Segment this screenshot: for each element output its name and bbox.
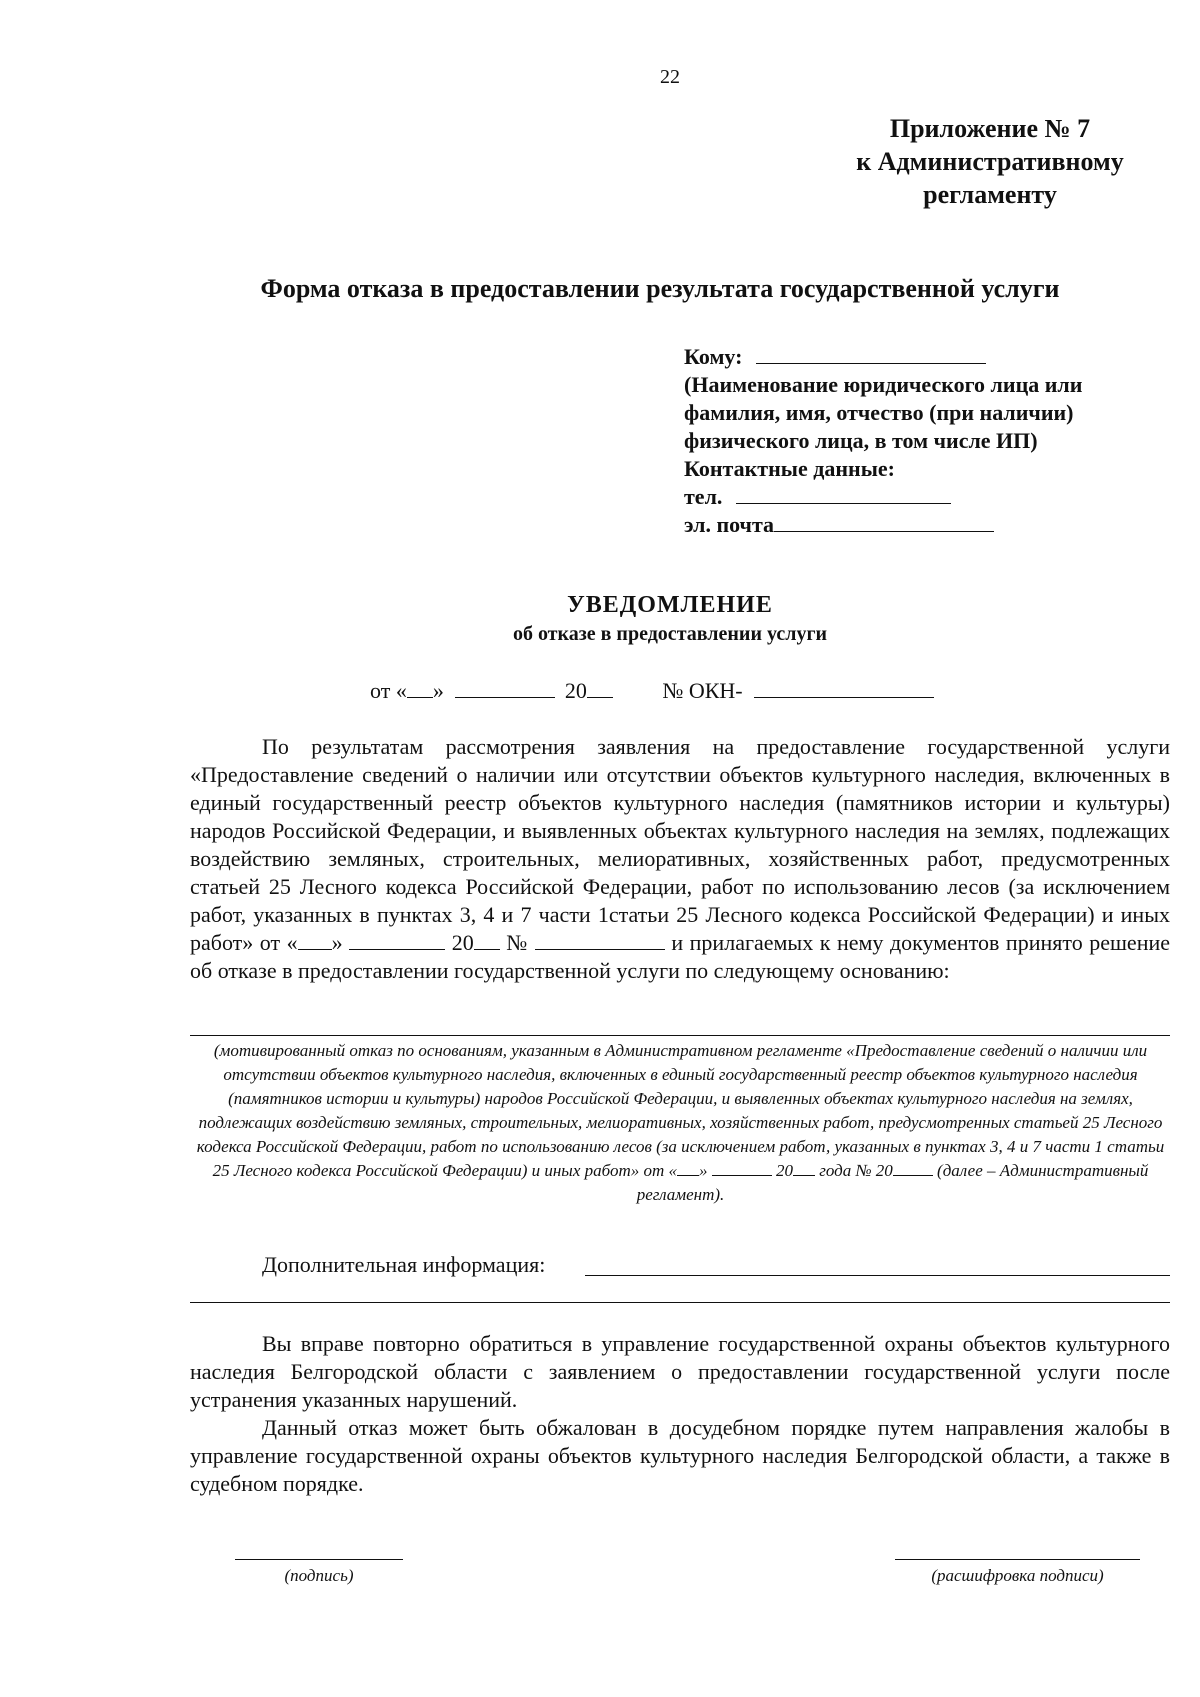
main-year-blank[interactable] (474, 931, 500, 950)
notice-subtitle: об отказе в предоставлении услуги (512, 623, 828, 645)
date-from-label: от « (370, 678, 407, 703)
note-month-blank (712, 1161, 772, 1176)
reason-input-line[interactable] (190, 1035, 1170, 1036)
reapply-paragraph (190, 1330, 1170, 1414)
email-label: эл. почта (684, 512, 775, 537)
reapply-text: Вы вправе повторно обратиться в управление государственной охраны объектов культурного наследия Белгородской области с заявлением о предоставлении государственной услуги после устранения указанных нарушений. (190, 1331, 1170, 1412)
main-month-blank[interactable] (349, 931, 445, 950)
additional-info-label: Дополнительная информация: (262, 1252, 546, 1277)
appeal-text: Данный отказ может быть обжалован в досудебном порядке путем направления жалобы в управление государственной охраны объектов культурного наследия Белгородской области, а также в судебном порядке. (190, 1415, 1170, 1496)
main-paragraph (190, 733, 1170, 985)
note-year-label: 20 (776, 1161, 793, 1180)
additional-info-row (262, 1252, 545, 1278)
main-quote-close: » (331, 930, 343, 955)
date-quote-close: » (432, 678, 444, 703)
note-ending: (далее – Административный регламент). (636, 1161, 1149, 1204)
notice-title: УВЕДОМЛЕНИЕ (567, 592, 773, 618)
recipient-block (684, 343, 1184, 539)
date-day-blank[interactable] (407, 679, 433, 698)
phone-blank[interactable] (736, 485, 951, 504)
note-quote-close: » (699, 1161, 708, 1180)
number-label: № ОКН- (662, 678, 743, 703)
appendix-header (800, 112, 1180, 211)
date-year-label: 20 (564, 678, 587, 703)
note-number-label: года № 20 (819, 1161, 893, 1180)
number-blank[interactable] (754, 679, 934, 698)
signature-caption: (подпись) (284, 1566, 354, 1585)
appendix-line-3: регламенту (923, 180, 1057, 209)
phone-label: тел. (684, 484, 723, 509)
phone-row (684, 483, 1184, 511)
recipient-to-label: Кому: (684, 344, 743, 369)
signature-line[interactable] (235, 1559, 403, 1560)
note-day-blank (677, 1161, 699, 1176)
recipient-desc-line-3: физического лица, в том числе ИП) (684, 428, 1038, 453)
appendix-line-1: Приложение № 7 (889, 114, 1091, 143)
main-paragraph-text: По результатам рассмотрения заявления на предоставление государственной услуги «Предоставление сведений о наличии или отсутствии объектов культурного наследия, включенных в единый государственный реестр объектов культурного наследия (памятников истории и культуры) народов Российской Федерации, и выявленных объектах культурного наследия на землях, подлежащих воздействию земляных, строительных, мелиоративных, хозяйственных работ, предусмотренных статьей 25 Лесного кодекса Российской Федерации, работ по использованию лесов (за исключением работ, указанных в пунктах 3, 4 и 7 части 1статьи 25 Лесного кодекса Российской Федерации) и иных работ» от « (190, 734, 1170, 955)
recipient-desc-line-2: фамилия, имя, отчество (при наличии) (684, 400, 1074, 425)
appeal-paragraph (190, 1414, 1170, 1498)
additional-info-line-2[interactable] (190, 1302, 1170, 1303)
note-year-blank (793, 1161, 815, 1176)
email-row (684, 511, 1184, 539)
contacts-label: Контактные данные: (684, 456, 895, 481)
recipient-to-row (684, 343, 1184, 371)
form-title: Форма отказа в предоставлении результата государственной услуги (260, 274, 1060, 303)
main-number-label: № (506, 930, 529, 955)
main-day-blank[interactable] (298, 931, 332, 950)
main-paragraph-ending: и прилагаемых к нему документов принято решение об отказе в предоставлении государственной услуги по следующему основанию: (190, 930, 1171, 983)
reason-explanation (188, 1039, 1173, 1207)
recipient-desc-line-1: (Наименование юридического лица или (684, 372, 1083, 397)
recipient-to-blank[interactable] (756, 345, 986, 364)
email-blank[interactable] (774, 513, 994, 532)
reason-note-text: (мотивированный отказ по основаниям, указанным в Административном регламенте «Предоставление сведений о наличии или отсутствии объектов культурного наследия, включенных в единый государственный реестр объектов культурного наследия (памятников истории и культуры) народов Российской Федерации, и выявленных объектах культурного наследия на землях, подлежащих воздействию земляных, строительных, мелиоративных, хозяйственных работ, предусмотренных статьей 25 Лесного кодекса Российской Федерации, работ по использованию лесов (за исключением работ, указанных в пунктах 3, 4 и 7 части 1 статьи 25 Лесного кодекса Российской Федерации) и иных работ» от « (196, 1041, 1165, 1180)
date-year-blank[interactable] (587, 679, 613, 698)
main-number-blank[interactable] (535, 931, 665, 950)
additional-info-line-1[interactable] (585, 1275, 1170, 1276)
signature-decoding-line[interactable] (895, 1559, 1140, 1560)
page-number: 22 (660, 66, 680, 88)
date-line (370, 678, 934, 704)
appendix-line-2: к Административному (856, 147, 1124, 176)
main-year-label: 20 (451, 930, 474, 955)
note-number-blank (893, 1161, 933, 1176)
date-month-blank[interactable] (455, 679, 555, 698)
signature-decoding-caption: (расшифровка подписи) (931, 1566, 1104, 1585)
